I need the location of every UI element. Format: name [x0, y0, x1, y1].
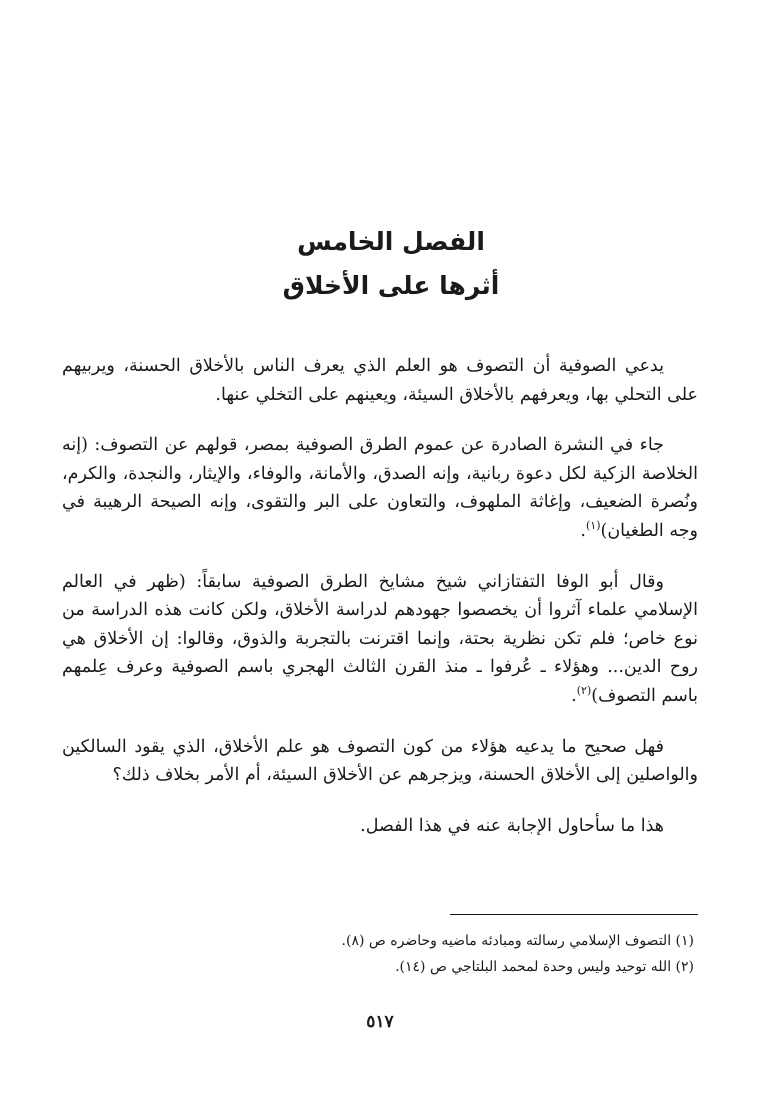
chapter-title: أثرها على الأخلاق [282, 271, 500, 300]
chapter-number: الفصل الخامس [297, 227, 485, 256]
footnote-ref-1: (١) [585, 519, 601, 533]
paragraph-quote-taftazani: وقال أبو الوفا التفتازاني شيخ مشايخ الطرق الصوفية سابقاً: (ظهر في العالم الإسلامي علماء آثروا أن يخصصوا جهودهم لدراسة الأخلاق، ولكن كانت هذه الدراسة من نوع خاص؛ فلم تكن نظرية بحتة، وإنما اقترنت بالتجربة والذوق، وقالوا: إن الأخلاق هي روح الدين... وهؤلاء ـ عُرفوا ـ منذ القرن الثالث الهجري باسم الصوفية وعرف عِلمهم باسم التصوف)$^{(٢)}$. [62, 571, 698, 706]
footnote-item: (٢) الله توحيد وليس وحدة لمحمد البلتاجي ص (١٤). [395, 959, 694, 975]
paragraph-closing-text: هذا ما سأحاول الإجابة عنه في هذا الفصل. [360, 815, 664, 836]
paragraph-question-text: فهل صحيح ما يدعيه هؤلاء من كون التصوف هو علم الأخلاق، الذي يقود السالكين والواصلين إلى الأخلاق الحسنة، ويزجرهم عن الأخلاق السيئة، أم الأمر بخلاف ذلك؟ [62, 736, 698, 786]
footnote-ref-2: (٢) [576, 684, 592, 698]
page-number: ٥١٧ [366, 1012, 394, 1032]
footnote-item: (١) التصوف الإسلامي رسالته ومبادئه ماضيه وحاضره ص (٨). [341, 933, 694, 949]
paragraph-question [62, 733, 698, 790]
paragraph-quote-taftazani-text: وقال أبو الوفا التفتازاني شيخ مشايخ الطرق الصوفية سابقاً: (ظهر في العالم الإسلامي علماء آثروا أن يخصصوا جهودهم لدراسة الأخلاق، ولكن كانت هذه الدراسة من نوع خاص؛ فلم تكن نظرية بحتة، وإنما اقترنت بالتجربة والذوق، وقالوا: إن الأخلاق هي روح الدين... وهؤلاء ـ عُرفوا ـ منذ القرن الثالث الهجري باسم الصوفية وعرف عِلمهم باسم التصوف) [62, 571, 698, 706]
paragraph-quote-bulletin: جاء في النشرة الصادرة عن عموم الطرق الصوفية بمصر، قولهم عن التصوف: (إنه الخلاصة الزكية لكل دعوة ربانية، وإنه الصدق، والأمانة، والوفاء، والإيثار، والنجدة، والكرم، ونُصرة الضعيف، وإغاثة الملهوف، والتعاون على البر والتقوى، وإنه الصيحة الرهيبة في وجه الطغيان)$^{(١)}$. [62, 435, 698, 541]
paragraph-closing [62, 812, 698, 841]
body-text [62, 352, 698, 862]
chapter-heading [0, 220, 760, 308]
paragraph-intro-text: يدعي الصوفية أن التصوف هو العلم الذي يعرف الناس بالأخلاق الحسنة، ويربيهم على التحلي بها، ويعرفهم بالأخلاق السيئة، ويعينهم على التخلي عنها. [62, 356, 698, 405]
footnote-divider [450, 914, 698, 915]
paragraph-intro [62, 352, 698, 409]
footnotes [64, 928, 694, 980]
paragraph-quote-bulletin-text: جاء في النشرة الصادرة عن عموم الطرق الصوفية بمصر، قولهم عن التصوف: (إنه الخلاصة الزكية لكل دعوة ربانية، وإنه الصدق، والأمانة، والوفاء، والإيثار، والنجدة، والكرم، ونُصرة الضعيف، وإغاثة الملهوف، والتعاون على البر والتقوى، وإنه الصيحة الرهيبة في وجه الطغيان) [62, 435, 698, 541]
